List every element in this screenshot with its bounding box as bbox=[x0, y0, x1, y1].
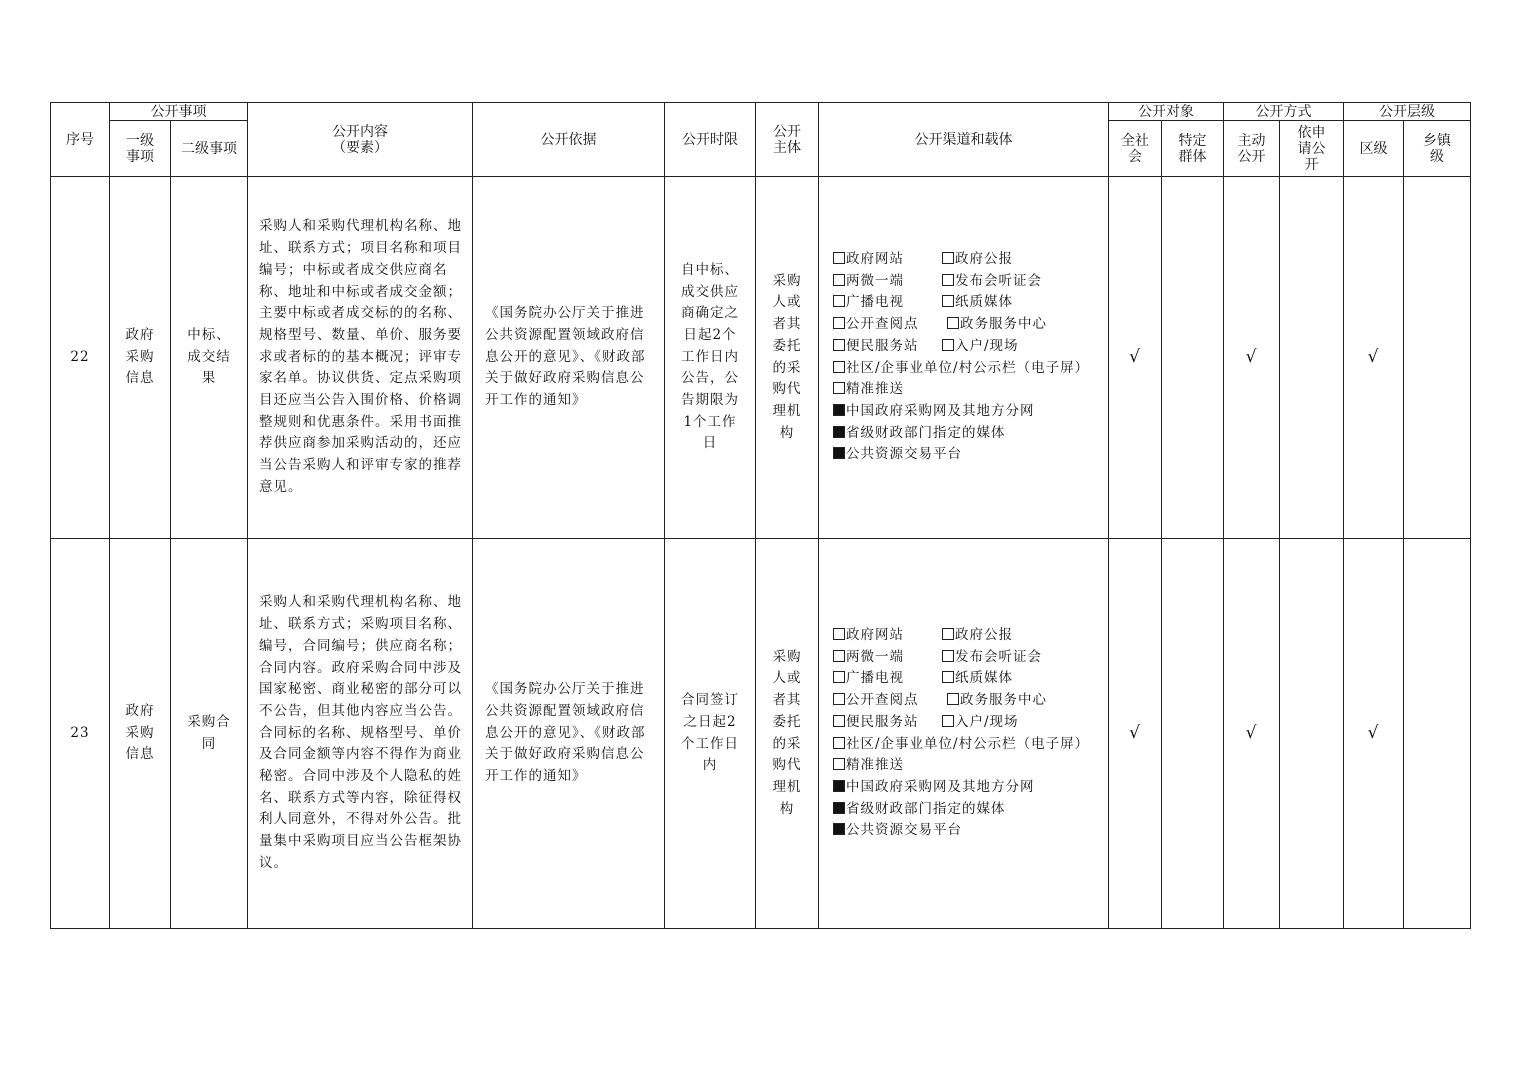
header-public-items: 公开事项 bbox=[110, 103, 248, 121]
header-channels: 公开渠道和载体 bbox=[819, 103, 1109, 177]
row-basis: 《国务院办公厅关于推进公共资源配置领域政府信息公开的意见》、《财政部关于做好政府采购信息公开工作的通知》 bbox=[473, 539, 665, 929]
row-subject: 采购人或者其委托的采购代理机构 bbox=[756, 539, 819, 929]
checkbox-icon bbox=[833, 339, 845, 351]
checkbox-icon bbox=[833, 361, 845, 373]
checkbox-icon bbox=[833, 715, 845, 727]
row-method-active: √ bbox=[1224, 177, 1280, 539]
checkbox-checked-icon bbox=[833, 780, 845, 792]
row-method-active: √ bbox=[1224, 539, 1280, 929]
header-level-district: 区级 bbox=[1344, 121, 1404, 177]
channel-item: 入户/现场 bbox=[942, 336, 1019, 358]
checkbox-icon bbox=[833, 693, 845, 705]
channel-item: 省级财政部门指定的媒体 bbox=[833, 423, 1100, 445]
channel-item: 纸质媒体 bbox=[942, 292, 1013, 314]
header-target-specific: 特定群体 bbox=[1162, 121, 1224, 177]
row-level-town bbox=[1404, 539, 1471, 929]
checkbox-icon bbox=[833, 295, 845, 307]
row-method-request bbox=[1280, 177, 1344, 539]
row-level2: 中标、成交结果 bbox=[171, 177, 248, 539]
header-method-active: 主动公开 bbox=[1224, 121, 1280, 177]
header-deadline: 公开时限 bbox=[665, 103, 756, 177]
header-method: 公开方式 bbox=[1224, 103, 1344, 121]
checkbox-icon bbox=[947, 317, 959, 329]
checkbox-icon bbox=[833, 628, 845, 640]
channel-item: 入户/现场 bbox=[942, 712, 1019, 734]
row-basis: 《国务院办公厅关于推进公共资源配置领域政府信息公开的意见》、《财政部关于做好政府采购信息公开工作的通知》 bbox=[473, 177, 665, 539]
channel-item: 公开查阅点 bbox=[833, 690, 947, 712]
channel-item: 政府公报 bbox=[942, 249, 1013, 271]
checkbox-checked-icon bbox=[833, 802, 845, 814]
checkbox-checked-icon bbox=[833, 426, 845, 438]
checkbox-checked-icon bbox=[833, 404, 845, 416]
header-subject: 公开主体 bbox=[756, 103, 819, 177]
row-target-all: √ bbox=[1109, 539, 1162, 929]
channel-item: 公共资源交易平台 bbox=[833, 444, 1100, 466]
table-row bbox=[51, 177, 1471, 539]
channel-item: 社区/企事业单位/村公示栏（电子屏） bbox=[833, 358, 1100, 380]
row-target-specific bbox=[1162, 539, 1224, 929]
checkbox-icon bbox=[942, 715, 954, 727]
checkbox-icon bbox=[833, 382, 845, 394]
channel-item: 广播电视 bbox=[833, 292, 942, 314]
header-basis: 公开依据 bbox=[473, 103, 665, 177]
row-target-all: √ bbox=[1109, 177, 1162, 539]
header-target-all: 全社会 bbox=[1109, 121, 1162, 177]
channel-item: 精准推送 bbox=[833, 755, 1100, 777]
row-level-town bbox=[1404, 177, 1471, 539]
channel-item: 公共资源交易平台 bbox=[833, 820, 1100, 842]
channel-item: 纸质媒体 bbox=[942, 668, 1013, 690]
header-target: 公开对象 bbox=[1109, 103, 1224, 121]
channel-item: 两微一端 bbox=[833, 647, 942, 669]
checkbox-icon bbox=[833, 317, 845, 329]
header-method-request: 依申请公开 bbox=[1280, 121, 1344, 177]
header-content-sub: （要素） bbox=[332, 139, 388, 156]
channel-item: 两微一端 bbox=[833, 271, 942, 293]
channel-item: 政务服务中心 bbox=[947, 314, 1047, 336]
channel-item: 政府网站 bbox=[833, 625, 942, 647]
row-method-request bbox=[1280, 539, 1344, 929]
channel-item: 精准推送 bbox=[833, 379, 1100, 401]
disclosure-table bbox=[50, 102, 1471, 929]
row-level1: 政府采购信息 bbox=[110, 539, 171, 929]
row-content: 采购人和采购代理机构名称、地址、联系方式；采购项目名称、编号，合同编号；供应商名称；合同内容。政府采购合同中涉及国家秘密、商业秘密的部分可以不公告，但其他内容应当公告。合同标的名称、规格型号、单价及合同金额等内容不得作为商业秘密。合同中涉及个人隐私的姓名、联系方式等内容，除征得权利人同意外，不得对外公告。批量集中采购项目应当公告框架协议。 bbox=[248, 539, 473, 929]
channel-item: 发布会听证会 bbox=[942, 647, 1042, 669]
channel-item: 中国政府采购网及其地方分网 bbox=[833, 401, 1100, 423]
checkbox-icon bbox=[947, 693, 959, 705]
table-row bbox=[51, 539, 1471, 929]
channel-item: 便民服务站 bbox=[833, 336, 942, 358]
checkbox-checked-icon bbox=[833, 823, 845, 835]
row-level-district: √ bbox=[1344, 539, 1404, 929]
channel-item: 公开查阅点 bbox=[833, 314, 947, 336]
channel-item: 政府网站 bbox=[833, 249, 942, 271]
row-content: 采购人和采购代理机构名称、地址、联系方式；项目名称和项目编号；中标或者成交供应商名称、地址和中标或者成交金额；主要中标或者成交标的的名称、规格型号、数量、单价、服务要求或者标的的基本概况；评审专家名单。协议供货、定点采购项目还应当公告入围价格、价格调整规则和优惠条件。采用书面推荐供应商参加采购活动的，还应当公告采购人和评审专家的推荐意见。 bbox=[248, 177, 473, 539]
channel-item: 便民服务站 bbox=[833, 712, 942, 734]
checkbox-icon bbox=[833, 758, 845, 770]
header-seq: 序号 bbox=[51, 103, 110, 177]
row-seq: 22 bbox=[51, 177, 110, 539]
header-level: 公开层级 bbox=[1344, 103, 1471, 121]
header-content bbox=[248, 103, 473, 177]
checkbox-checked-icon bbox=[833, 447, 845, 459]
header-level2: 二级事项 bbox=[171, 121, 248, 177]
header-level1: 一级事项 bbox=[110, 121, 171, 177]
checkbox-icon bbox=[833, 274, 845, 286]
checkbox-icon bbox=[833, 671, 845, 683]
channel-item: 发布会听证会 bbox=[942, 271, 1042, 293]
row-level1: 政府采购信息 bbox=[110, 177, 171, 539]
row-deadline: 自中标、成交供应商确定之日起2个工作日内公告，公告期限为1个工作日 bbox=[665, 177, 756, 539]
checkbox-icon bbox=[942, 274, 954, 286]
row-subject: 采购人或者其委托的采购代理机构 bbox=[756, 177, 819, 539]
row-level-district: √ bbox=[1344, 177, 1404, 539]
row-seq: 23 bbox=[51, 539, 110, 929]
checkbox-icon bbox=[942, 252, 954, 264]
header-level-town: 乡镇级 bbox=[1404, 121, 1471, 177]
checkbox-icon bbox=[942, 671, 954, 683]
checkbox-icon bbox=[942, 650, 954, 662]
checkbox-icon bbox=[942, 339, 954, 351]
channel-item: 省级财政部门指定的媒体 bbox=[833, 799, 1100, 821]
row-level2: 采购合同 bbox=[171, 539, 248, 929]
channel-item: 广播电视 bbox=[833, 668, 942, 690]
channel-item: 政务服务中心 bbox=[947, 690, 1047, 712]
row-channels bbox=[819, 539, 1109, 929]
channel-item: 政府公报 bbox=[942, 625, 1013, 647]
checkbox-icon bbox=[833, 252, 845, 264]
channel-item: 社区/企事业单位/村公示栏（电子屏） bbox=[833, 734, 1100, 756]
channel-item: 中国政府采购网及其地方分网 bbox=[833, 777, 1100, 799]
checkbox-icon bbox=[942, 295, 954, 307]
checkbox-icon bbox=[833, 737, 845, 749]
row-deadline: 合同签订之日起2个工作日内 bbox=[665, 539, 756, 929]
header-content-title: 公开内容 bbox=[332, 123, 388, 140]
row-channels bbox=[819, 177, 1109, 539]
checkbox-icon bbox=[833, 650, 845, 662]
row-target-specific bbox=[1162, 177, 1224, 539]
checkbox-icon bbox=[942, 628, 954, 640]
